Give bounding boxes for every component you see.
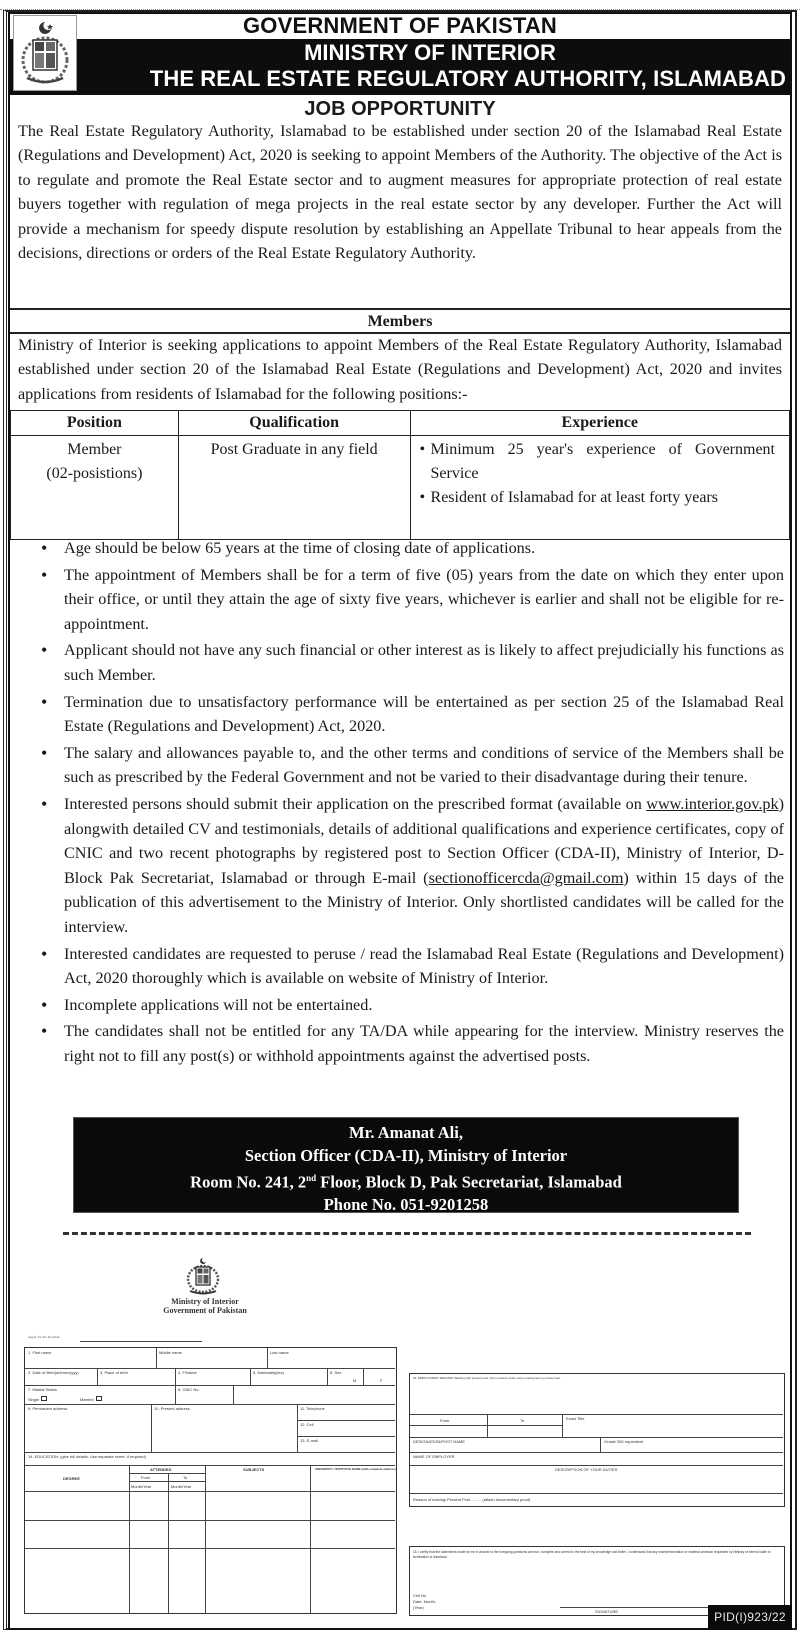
employment-from-label: From (440, 1418, 450, 1423)
conditions-list (38, 536, 784, 1070)
condition-text: ) alongwith detailed CV and testimonials, details of additional qualifications and experience certificates, copy of CNIC and two recent photographs by registered post to Section Officer (CDA-II), Ministry of Interior, D-Block Pak Secretariat, Islamabad or through E-mail ( (64, 794, 784, 887)
form-rule (156, 1348, 157, 1368)
form-rule (267, 1348, 268, 1368)
father-name-label: 4. F/Name (178, 1370, 197, 1375)
signature-line[interactable] (560, 1607, 710, 1608)
address-text: Room No. 241, 2 (190, 1172, 307, 1192)
married-checkbox[interactable] (96, 1396, 102, 1401)
employment-record-section (409, 1373, 785, 1507)
sex-m-label: M (353, 1378, 357, 1383)
form-rule (129, 1465, 130, 1613)
header-ministry: MINISTRY OF INTERIOR (304, 40, 556, 65)
form-rule (25, 1385, 395, 1386)
contact-address (74, 1167, 738, 1194)
attended-header: ATTENDED (150, 1467, 172, 1472)
form-org-name (130, 1297, 280, 1315)
form-rule (233, 1385, 234, 1404)
application-form-left (24, 1347, 397, 1614)
form-rule (410, 1493, 783, 1494)
signature-label: SIGNATURE (595, 1609, 619, 1614)
column-header-position: Position (11, 411, 179, 436)
column-header-qualification: Qualification (178, 411, 410, 436)
place-of-birth-label: 3. Place of birth (100, 1370, 128, 1375)
single-checkbox[interactable] (41, 1396, 47, 1401)
form-rule (297, 1436, 395, 1437)
column-header-experience: Experience (410, 411, 789, 436)
employment-heading: 15. EMPLOYMENT RECORD: Starting with present post, list in reverse order every employment you have had. (413, 1376, 561, 1380)
apply-position-input[interactable] (80, 1341, 202, 1342)
form-rule (25, 1452, 395, 1453)
dob-label: 2. Date of Birth(dd/mm/yyyy) (28, 1370, 79, 1375)
marital-status-label: 7. Marital Status (28, 1387, 57, 1392)
pid-number-badge: PID(I)923/22 (708, 1605, 792, 1630)
state-emblem-icon (13, 15, 77, 91)
top-edge-strip (0, 0, 800, 10)
exact-title-label: Exact Title (566, 1416, 585, 1421)
date-label: Date, Month, (413, 1599, 436, 1604)
form-rule (205, 1465, 206, 1613)
apply-position-label: Apply for the Position: (28, 1335, 61, 1339)
condition-item-application (38, 792, 784, 940)
members-paragraph: Ministry of Interior is seeking applications to appoint Members of the Real Estate Regulatory Authority, Islamabad established under section 20 of the Islamabad Real Estate (Regulations and Development) Act, 2020 and invites applications from residents of Islamabad for the following positions:- (18, 336, 782, 403)
form-rule (97, 1368, 98, 1385)
divider (10, 308, 790, 310)
ad-header (10, 13, 790, 95)
reason-leaving-label: Reason of leaving/ Present Post ......... (attach documentary proof) (413, 1497, 531, 1502)
website-link[interactable]: www.interior.gov.pk (646, 794, 779, 813)
degree-header: DEGREE (63, 1476, 80, 1481)
form-rule (410, 1452, 783, 1453)
subjects-header: SUBJECTS (243, 1467, 265, 1472)
nationality-label: 5. Nationality(ies) (253, 1370, 284, 1375)
form-rule (25, 1520, 395, 1521)
cell-no-label: Cell No. (413, 1593, 428, 1598)
address-text: Floor, Block D, Pak Secretariat, Islamabad (316, 1172, 622, 1192)
form-rule (410, 1465, 783, 1466)
form-org-line: Ministry of Interior (171, 1297, 239, 1306)
university-header: UNIVERSITY / INSTITUTE NAME (with complete address) (315, 1467, 396, 1471)
form-rule (25, 1368, 395, 1369)
form-rule (297, 1404, 298, 1452)
email-link[interactable]: sectionofficercda@gmail.com (428, 868, 624, 887)
certification-text: 16. I certify that the statements made by me in answer to the foregoing questions are true, complete and correct to the best of my knowledge and belief. I understand that any misrepresentation or material omission requested by Ministry of Interior liable to termination or dismissal. (413, 1550, 771, 1559)
contact-phone: Phone No. 051-9201258 (323, 1195, 489, 1214)
permanent-address-label: 9. Permanent address (28, 1406, 68, 1411)
form-rule (363, 1368, 364, 1385)
condition-item: • The appointment of Members shall be for a term of five (05) years from the date on which they enter upon their office, or until they attain the age of sixty five years, whichever is earlier and shall not be eligible for re-appointment. (38, 563, 784, 637)
email-label: 13. E-mail (300, 1438, 319, 1443)
form-rule (129, 1473, 205, 1474)
condition-item: • Interested candidates are requested to peruse / read the Islamabad Real Estate (Regulations and Development) Act, 2020 thoroughly which is available on website of Ministry of Interior. (38, 942, 784, 991)
form-rule (410, 1437, 783, 1438)
scale-label: Grade/ BS/ equivalent (604, 1439, 644, 1444)
condition-text: Interested persons should submit their application on the prescribed format (available on (64, 794, 647, 813)
table-row (11, 436, 790, 540)
from-header: From (141, 1475, 151, 1480)
condition-item: • The salary and allowances payable to, and the other terms and conditions of service of the Members shall be such as prescribed by the Federal Government and not be varied to their disadvantage during their tenure. (38, 741, 784, 790)
experience-list (411, 438, 789, 510)
contact-name: Mr. Amanat Ali, (349, 1123, 463, 1142)
from-month-year: Month/Year (131, 1484, 152, 1489)
form-rule (25, 1465, 395, 1466)
form-rule (151, 1404, 152, 1452)
position-count: (02-posistions) (46, 465, 143, 482)
form-rule (168, 1473, 169, 1613)
header-government: GOVERNMENT OF PAKISTAN (242, 13, 558, 38)
employment-to-label: To (520, 1418, 525, 1423)
form-rule (175, 1368, 176, 1404)
cell-label: 12. Cell (300, 1422, 314, 1427)
contact-box (73, 1117, 739, 1213)
form-rule (25, 1548, 395, 1549)
condition-item: • Applicant should not have any such financial or other interest as is likely to affect prejudicially his functions as such Member. (38, 638, 784, 687)
to-header: To (183, 1475, 188, 1480)
condition-item: • Age should be below 65 years at the time of closing date of applications. (38, 536, 784, 561)
middle-name-label: Middle name (159, 1350, 182, 1355)
form-rule (310, 1465, 311, 1613)
form-rule (129, 1481, 205, 1482)
education-label: 14. EDUCATION: (give full details, Use separate sheet, if required) (28, 1454, 146, 1459)
employer-label: NAME OF EMPLOYER (413, 1454, 455, 1459)
form-emblem-icon (180, 1257, 226, 1295)
form-rule (25, 1404, 395, 1405)
married-label: Married (80, 1397, 94, 1402)
header-authority: THE REAL ESTATE REGULATORY AUTHORITY, ISLAMABAD (149, 66, 786, 91)
present-address-label: 10. Present address (154, 1406, 190, 1411)
form-rule (25, 1491, 395, 1492)
condition-item: • Incomplete applications will not be entertained. (38, 993, 784, 1018)
form-rule (250, 1368, 251, 1385)
form-rule (410, 1425, 562, 1426)
qualification-cell: Post Graduate in any field (178, 436, 410, 540)
form-rule (410, 1414, 783, 1415)
job-opportunity-heading: JOB OPPORTUNITY (304, 98, 496, 120)
form-rule (487, 1414, 488, 1437)
table-header-row (11, 411, 790, 436)
form-org-line: Government of Pakistan (163, 1306, 247, 1315)
form-rule (327, 1368, 328, 1385)
contact-designation: Section Officer (CDA-II), Ministry of Interior (244, 1145, 568, 1165)
position-title: Member (67, 441, 122, 458)
single-label: Single (28, 1397, 40, 1402)
condition-item: • The candidates shall not be entitled for any TA/DA while appearing for the interview. Ministry reserves the right not to fill any post(s) or withhold appointments against the advertised posts. (38, 1019, 784, 1068)
positions-table (10, 410, 790, 540)
experience-item: • Resident of Islamabad for at least forty years (431, 486, 775, 510)
year-label: (Year) (413, 1605, 424, 1610)
position-cell (11, 436, 179, 540)
sex-label: 6. Sex (330, 1370, 342, 1375)
last-name-label: Last name (270, 1350, 289, 1355)
first-name-label: 1. First name (28, 1350, 52, 1355)
address-superscript: nd (306, 1173, 317, 1183)
telephone-label: 11. Telephone (300, 1406, 325, 1411)
members-heading: Members (367, 313, 433, 330)
designation-label: DESIGNATION/POST NAME (413, 1439, 465, 1444)
sex-f-label: F (380, 1378, 383, 1383)
form-rule (562, 1414, 563, 1437)
form-rule (600, 1437, 601, 1452)
condition-item: • Termination due to unsatisfactory performance will be entertained as per section 25 of the Islamabad Real Estate (Regulations and Development) Act, 2020. (38, 690, 784, 739)
condition-text: ) within 15 days of the publication of this advertisement to the Ministry of Interior. Only shortlisted candidates will be called for the interview. (64, 868, 784, 936)
experience-item: • Minimum 25 year's experience of Government Service (431, 438, 775, 486)
to-month-year: Month/Year (171, 1484, 192, 1489)
form-rule (297, 1420, 395, 1421)
experience-cell (410, 436, 789, 540)
cnic-label: 8. CNIC No. (178, 1387, 200, 1392)
duties-label: DESCRIPTION OF YOUR DUTIES (555, 1467, 618, 1472)
cut-line-divider (63, 1232, 751, 1235)
intro-paragraph: The Real Estate Regulatory Authority, Islamabad to be established under section 20 of the Islamabad Real Estate (Regulations and Development) Act, 2020 is seeking to appoint Members of the Authority. The objective of the Act is to regulate and promote the Real Estate sector and to augment measures for appropriate protection of real estate buyers together with regulation of mega projects in the real estate sector by any developer. Further the Act will provide a mechanism for speedy dispute resolution by establishing an Appellate Tribunal to hear appeals from the decisions, directions or orders of the Real Estate Regulatory Authority. (18, 122, 782, 263)
